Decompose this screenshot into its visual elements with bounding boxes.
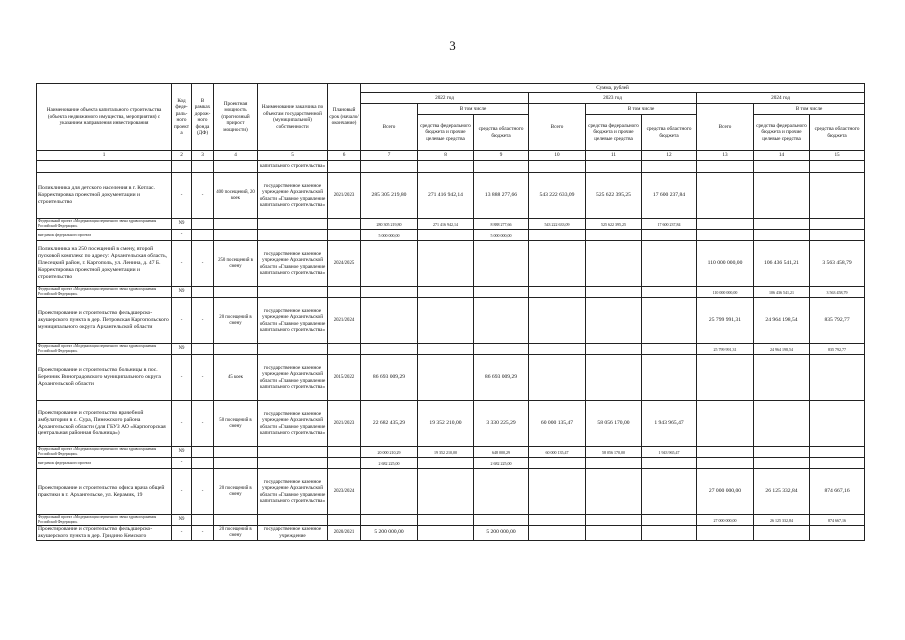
header-fed-2023: средства федерального бюджета и прочие целевые средства [586, 115, 642, 151]
object-name-cell: Федеральный проект «Модернизация первичного звена здравоохранения Российской Федерации» [37, 344, 172, 355]
project-code-cell: - [172, 469, 192, 515]
amount-cell: 5 200 000,00 [474, 526, 529, 541]
amount-cell: 285 305 219,80 [361, 173, 418, 219]
amount-cell [529, 230, 586, 241]
amount-cell: 106 436 541,21 [754, 241, 810, 287]
term-cell: 2023/2024 [328, 469, 361, 515]
amount-cell [642, 298, 697, 344]
amount-cell [474, 287, 529, 298]
amount-cell [810, 401, 865, 447]
amount-cell [529, 458, 586, 469]
amount-cell [474, 241, 529, 287]
amount-cell [586, 469, 642, 515]
amount-cell [418, 458, 474, 469]
customer-cell: государственное казенное учреждение Архангельской области «Главное управление капитального строительства» [258, 401, 328, 447]
column-number: 5 [258, 151, 328, 161]
amount-cell: 2 682 225,00 [474, 458, 529, 469]
amount-cell [754, 173, 810, 219]
term-cell: 2024/2025 [328, 241, 361, 287]
term-cell [328, 219, 361, 230]
header-term: Плановый срок (начало/окончание) [328, 84, 361, 151]
project-code-cell: N9 [172, 344, 192, 355]
project-code-cell: - [172, 173, 192, 219]
subtotal-row [37, 344, 865, 355]
project-code-cell: - [172, 458, 192, 469]
amount-cell: 26 125 332,84 [754, 515, 810, 526]
investment-table-sheet [36, 83, 864, 541]
amount-cell [810, 355, 865, 401]
table-row [37, 241, 865, 287]
capacity-cell [214, 161, 258, 173]
amount-cell [529, 298, 586, 344]
term-cell: 2021/2023 [328, 173, 361, 219]
header-object-name: Наименование объекта капитального строительства (объекта недвижимого имущества, мероприятия) с указанием направления инвестирования [37, 84, 172, 151]
amount-cell [697, 219, 754, 230]
amount-cell [810, 230, 865, 241]
project-code-cell [172, 161, 192, 173]
amount-cell [642, 230, 697, 241]
road-fund-cell: - [192, 355, 214, 401]
amount-cell [361, 287, 418, 298]
amount-cell [474, 298, 529, 344]
header-year-2022: 2022 год [361, 93, 529, 104]
column-numbers-row [37, 151, 865, 161]
project-code-cell: - [172, 298, 192, 344]
table-row [37, 173, 865, 219]
amount-cell: 835 792,77 [810, 344, 865, 355]
amount-cell: 58 056 170,00 [586, 401, 642, 447]
header-total-2024: Всего [697, 104, 754, 151]
amount-cell: 648 000,29 [474, 447, 529, 458]
amount-cell [361, 515, 418, 526]
investment-table [36, 83, 865, 541]
amount-cell: 280 305 219,80 [361, 219, 418, 230]
amount-cell [529, 161, 586, 173]
road-fund-cell: - [192, 401, 214, 447]
amount-cell: 20 000 210,29 [361, 447, 418, 458]
amount-cell [586, 161, 642, 173]
amount-cell: 5 200 000,00 [361, 526, 418, 541]
header-reg-2023: средства областного бюджета [642, 115, 697, 151]
capacity-cell: 45 коек [214, 355, 258, 401]
capacity-cell: 20 посещений в смену [214, 469, 258, 515]
amount-cell [642, 287, 697, 298]
column-number: 9 [474, 151, 529, 161]
capacity-cell: 50 посещений в смену [214, 401, 258, 447]
amount-cell [586, 515, 642, 526]
customer-cell [258, 219, 328, 230]
table-row [37, 526, 865, 541]
amount-cell: 26 125 332,84 [754, 469, 810, 515]
table-header [37, 84, 865, 161]
amount-cell [418, 230, 474, 241]
term-cell [328, 515, 361, 526]
amount-cell [586, 355, 642, 401]
column-number: 3 [192, 151, 214, 161]
amount-cell [754, 219, 810, 230]
amount-cell [642, 458, 697, 469]
amount-cell: 874 667,16 [810, 469, 865, 515]
amount-cell [529, 515, 586, 526]
amount-cell: 3 563 458,79 [810, 241, 865, 287]
amount-cell: 543 222 633,09 [529, 173, 586, 219]
project-code-cell: - [172, 526, 192, 541]
term-cell [328, 161, 361, 173]
customer-cell: государственное казенное учреждение Архангельской области «Главное управление капитального строительства» [258, 355, 328, 401]
customer-cell: государственное казенное учреждение Архангельской области «Главное управление капитального строительства» [258, 298, 328, 344]
object-name-cell: Поликлиника для детского населения в г. Котлас. Корректировка проектной документации и строительство [37, 173, 172, 219]
term-cell: 2015/2022 [328, 355, 361, 401]
amount-cell [586, 230, 642, 241]
amount-cell: 2 682 225,00 [361, 458, 418, 469]
column-number: 6 [328, 151, 361, 161]
term-cell [328, 230, 361, 241]
object-name-cell: Проектирование и строительство офиса врача общей практики в г. Архангельске, ул. Керамик, 19 [37, 469, 172, 515]
amount-cell [810, 526, 865, 541]
capacity-cell: 20 посещений в смену [214, 526, 258, 541]
road-fund-cell: - [192, 298, 214, 344]
amount-cell: 24 964 198,54 [754, 344, 810, 355]
amount-cell [642, 515, 697, 526]
object-name-cell: Поликлиника на 250 посещений в смену, второй пусковой комплекс по адресу: Архангельская область, Плесецкий район, г. Каргополь, ул. Ленина, д. 47 Б. Корректировка проектной документации и строительство [37, 241, 172, 287]
amount-cell [697, 447, 754, 458]
capacity-cell [214, 287, 258, 298]
object-name-cell: Федеральный проект «Модернизация первичного звена здравоохранения Российской Федерации» [37, 287, 172, 298]
amount-cell [529, 241, 586, 287]
header-capacity: Проектная мощность (прогнозный прирост мощности) [214, 84, 258, 151]
term-cell [328, 344, 361, 355]
amount-cell [642, 526, 697, 541]
amount-cell [529, 287, 586, 298]
subtotal-row [37, 447, 865, 458]
amount-cell [418, 298, 474, 344]
amount-cell [474, 515, 529, 526]
page-number: 3 [449, 38, 456, 53]
header-year-2024: 2024 год [697, 93, 865, 104]
amount-cell [754, 447, 810, 458]
amount-cell [754, 355, 810, 401]
column-number: 12 [642, 151, 697, 161]
road-fund-cell [192, 458, 214, 469]
amount-cell [642, 161, 697, 173]
project-code-cell: - [172, 355, 192, 401]
amount-cell [418, 161, 474, 173]
amount-cell [418, 355, 474, 401]
column-number: 2 [172, 151, 192, 161]
amount-cell [754, 230, 810, 241]
road-fund-cell [192, 219, 214, 230]
amount-cell [697, 458, 754, 469]
amount-cell [586, 298, 642, 344]
object-name-cell: Федеральный проект «Модернизация первичного звена здравоохранения Российской Федерации» [37, 219, 172, 230]
customer-cell [258, 447, 328, 458]
subtotal-row [37, 515, 865, 526]
header-reg-2024: средства областного бюджета [810, 115, 865, 151]
amount-cell: 27 000 000,00 [697, 469, 754, 515]
project-code-cell: - [172, 230, 192, 241]
amount-cell: 86 693 009,29 [361, 355, 418, 401]
amount-cell [529, 355, 586, 401]
column-number: 1 [37, 151, 172, 161]
amount-cell: 5 000 000,00 [474, 230, 529, 241]
header-incl-2022: В том числе [418, 104, 529, 115]
amount-cell [361, 344, 418, 355]
subtotal-row [37, 230, 865, 241]
amount-cell [697, 230, 754, 241]
amount-cell [697, 355, 754, 401]
amount-cell: 60 000 135,47 [529, 447, 586, 458]
capacity-cell [214, 344, 258, 355]
amount-cell [697, 526, 754, 541]
object-name-cell: Проектирование и строительство врачебной амбулатории в с. Сура, Пинежского района Архангельской области (для ГБУЗ АО «Карпогорская центральная районная больница») [37, 401, 172, 447]
amount-cell: 24 964 198,54 [754, 298, 810, 344]
capacity-cell [214, 458, 258, 469]
amount-cell: 110 000 000,00 [697, 241, 754, 287]
project-code-cell: - [172, 401, 192, 447]
road-fund-cell [192, 515, 214, 526]
amount-cell [586, 344, 642, 355]
customer-cell: капитального строительства» [258, 161, 328, 173]
object-name-cell: Проектирование и строительство фельдшерско-акушерского пункта в дер. Гридино Кемского [37, 526, 172, 541]
header-year-2023: 2023 год [529, 93, 697, 104]
header-fed-2022: средства федерального бюджета и прочие целевые средства [418, 115, 474, 151]
customer-cell [258, 458, 328, 469]
object-name-cell [37, 161, 172, 173]
customer-cell [258, 344, 328, 355]
column-number: 4 [214, 151, 258, 161]
amount-cell: 110 000 000,00 [697, 287, 754, 298]
header-customer: Наименование заказчика по объектам государственной (муниципальной) собственности [258, 84, 328, 151]
amount-cell [418, 515, 474, 526]
column-number: 7 [361, 151, 418, 161]
customer-cell: государственное казенное учреждение Архангельской области «Главное управление капитального строительства» [258, 469, 328, 515]
amount-cell: 3 563 458,79 [810, 287, 865, 298]
amount-cell [474, 161, 529, 173]
amount-cell [361, 298, 418, 344]
road-fund-cell [192, 447, 214, 458]
amount-cell [586, 526, 642, 541]
object-name-cell: вне рамок федерального проекта [37, 230, 172, 241]
amount-cell: 835 792,77 [810, 298, 865, 344]
subtotal-row [37, 458, 865, 469]
project-code-cell: N9 [172, 219, 192, 230]
table-row [37, 469, 865, 515]
term-cell: 2021/2023 [328, 401, 361, 447]
amount-cell [642, 469, 697, 515]
amount-cell: 271 416 942,14 [418, 219, 474, 230]
amount-cell [810, 219, 865, 230]
amount-cell [361, 161, 418, 173]
amount-cell [642, 355, 697, 401]
amount-cell: 13 888 277,66 [474, 173, 529, 219]
amount-cell: 1 943 965,47 [642, 447, 697, 458]
amount-cell [418, 241, 474, 287]
capacity-cell: 400 посещений, 20 коек [214, 173, 258, 219]
customer-cell: государственное казенное учреждение Архангельской области «Главное управление капитального строительства» [258, 241, 328, 287]
amount-cell [810, 161, 865, 173]
amount-cell: 271 416 942,14 [418, 173, 474, 219]
amount-cell: 17 600 237,84 [642, 219, 697, 230]
amount-cell [642, 344, 697, 355]
amount-cell: 543 222 633,09 [529, 219, 586, 230]
object-name-cell: Федеральный проект «Модернизация первичного звена здравоохранения Российской Федерации» [37, 447, 172, 458]
road-fund-cell: - [192, 173, 214, 219]
amount-cell: 525 622 395,25 [586, 219, 642, 230]
column-number: 13 [697, 151, 754, 161]
table-row [37, 161, 865, 173]
project-code-cell: N9 [172, 515, 192, 526]
amount-cell [586, 241, 642, 287]
customer-cell [258, 515, 328, 526]
header-reg-2022: средства областного бюджета [474, 115, 529, 151]
amount-cell [586, 458, 642, 469]
amount-cell [418, 287, 474, 298]
amount-cell [361, 241, 418, 287]
road-fund-cell: - [192, 241, 214, 287]
amount-cell: 5 000 000,00 [361, 230, 418, 241]
column-number: 8 [418, 151, 474, 161]
capacity-cell [214, 230, 258, 241]
road-fund-cell: - [192, 526, 214, 541]
amount-cell [529, 526, 586, 541]
subtotal-row [37, 219, 865, 230]
amount-cell [474, 469, 529, 515]
amount-cell [754, 161, 810, 173]
column-number: 10 [529, 151, 586, 161]
capacity-cell: 250 посещений в смену [214, 241, 258, 287]
amount-cell [642, 241, 697, 287]
amount-cell [754, 458, 810, 469]
column-number: 11 [586, 151, 642, 161]
capacity-cell [214, 219, 258, 230]
term-cell: 2020/2021 [328, 526, 361, 541]
project-code-cell: - [172, 241, 192, 287]
amount-cell: 106 436 541,21 [754, 287, 810, 298]
amount-cell [418, 469, 474, 515]
header-incl-2024: В том числе [754, 104, 865, 115]
amount-cell [418, 526, 474, 541]
amount-cell: 25 799 991,31 [697, 298, 754, 344]
term-cell: 2021/2024 [328, 298, 361, 344]
header-total-2023: Всего [529, 104, 586, 151]
header-fed-2024: средства федерального бюджета и прочие целевые средства [754, 115, 810, 151]
capacity-cell: 20 посещений в смену [214, 298, 258, 344]
road-fund-cell [192, 287, 214, 298]
capacity-cell [214, 515, 258, 526]
subtotal-row [37, 287, 865, 298]
object-name-cell: Проектирование и строительство фельдшерско-акушерского пункта в дер. Петровская Каргопольского муниципального округа Архангельской области [37, 298, 172, 344]
amount-cell [810, 173, 865, 219]
amount-cell: 8 888 277,66 [474, 219, 529, 230]
table-row [37, 355, 865, 401]
amount-cell: 19 352 210,00 [418, 447, 474, 458]
road-fund-cell [192, 230, 214, 241]
amount-cell: 19 352 210,00 [418, 401, 474, 447]
amount-cell [586, 287, 642, 298]
amount-cell: 1 943 965,47 [642, 401, 697, 447]
table-row [37, 401, 865, 447]
amount-cell: 22 682 435,29 [361, 401, 418, 447]
amount-cell [810, 447, 865, 458]
road-fund-cell: - [192, 469, 214, 515]
amount-cell: 17 600 237,84 [642, 173, 697, 219]
amount-cell: 86 693 009,29 [474, 355, 529, 401]
amount-cell: 60 000 135,47 [529, 401, 586, 447]
customer-cell: государственное казенное учреждение [258, 526, 328, 541]
amount-cell [754, 526, 810, 541]
amount-cell [697, 161, 754, 173]
header-road-fund: В рамках дорож-ного фонда (ДФ) [192, 84, 214, 151]
header-incl-2023: В том числе [586, 104, 697, 115]
road-fund-cell [192, 344, 214, 355]
amount-cell [697, 173, 754, 219]
term-cell [328, 447, 361, 458]
amount-cell [361, 469, 418, 515]
amount-cell: 58 056 170,00 [586, 447, 642, 458]
amount-cell: 525 622 395,25 [586, 173, 642, 219]
project-code-cell: N9 [172, 287, 192, 298]
customer-cell: государственное казенное учреждение Архангельской области «Главное управление капитального строительства» [258, 173, 328, 219]
amount-cell: 874 667,16 [810, 515, 865, 526]
table-body [37, 161, 865, 541]
header-total-2022: Всего [361, 104, 418, 151]
amount-cell [810, 458, 865, 469]
column-number: 15 [810, 151, 865, 161]
amount-cell [529, 469, 586, 515]
amount-cell: 3 330 225,29 [474, 401, 529, 447]
customer-cell [258, 230, 328, 241]
amount-cell [697, 401, 754, 447]
customer-cell [258, 287, 328, 298]
term-cell [328, 287, 361, 298]
amount-cell [474, 344, 529, 355]
amount-cell [529, 344, 586, 355]
object-name-cell: Федеральный проект «Модернизация первичного звена здравоохранения Российской Федерации» [37, 515, 172, 526]
road-fund-cell [192, 161, 214, 173]
project-code-cell: N9 [172, 447, 192, 458]
table-row [37, 298, 865, 344]
amount-cell: 25 799 991,31 [697, 344, 754, 355]
amount-cell: 27 000 000,00 [697, 515, 754, 526]
object-name-cell: вне рамок федерального проекта [37, 458, 172, 469]
amount-cell [418, 344, 474, 355]
header-project-code: Код феде-раль-ного проекта [172, 84, 192, 151]
amount-cell [754, 401, 810, 447]
column-number: 14 [754, 151, 810, 161]
object-name-cell: Проектирование и строительство больницы в пос. Березник Виноградовского муниципального округа Архангельской области [37, 355, 172, 401]
header-sum: Сумма, рублей [361, 84, 865, 93]
term-cell [328, 458, 361, 469]
capacity-cell [214, 447, 258, 458]
